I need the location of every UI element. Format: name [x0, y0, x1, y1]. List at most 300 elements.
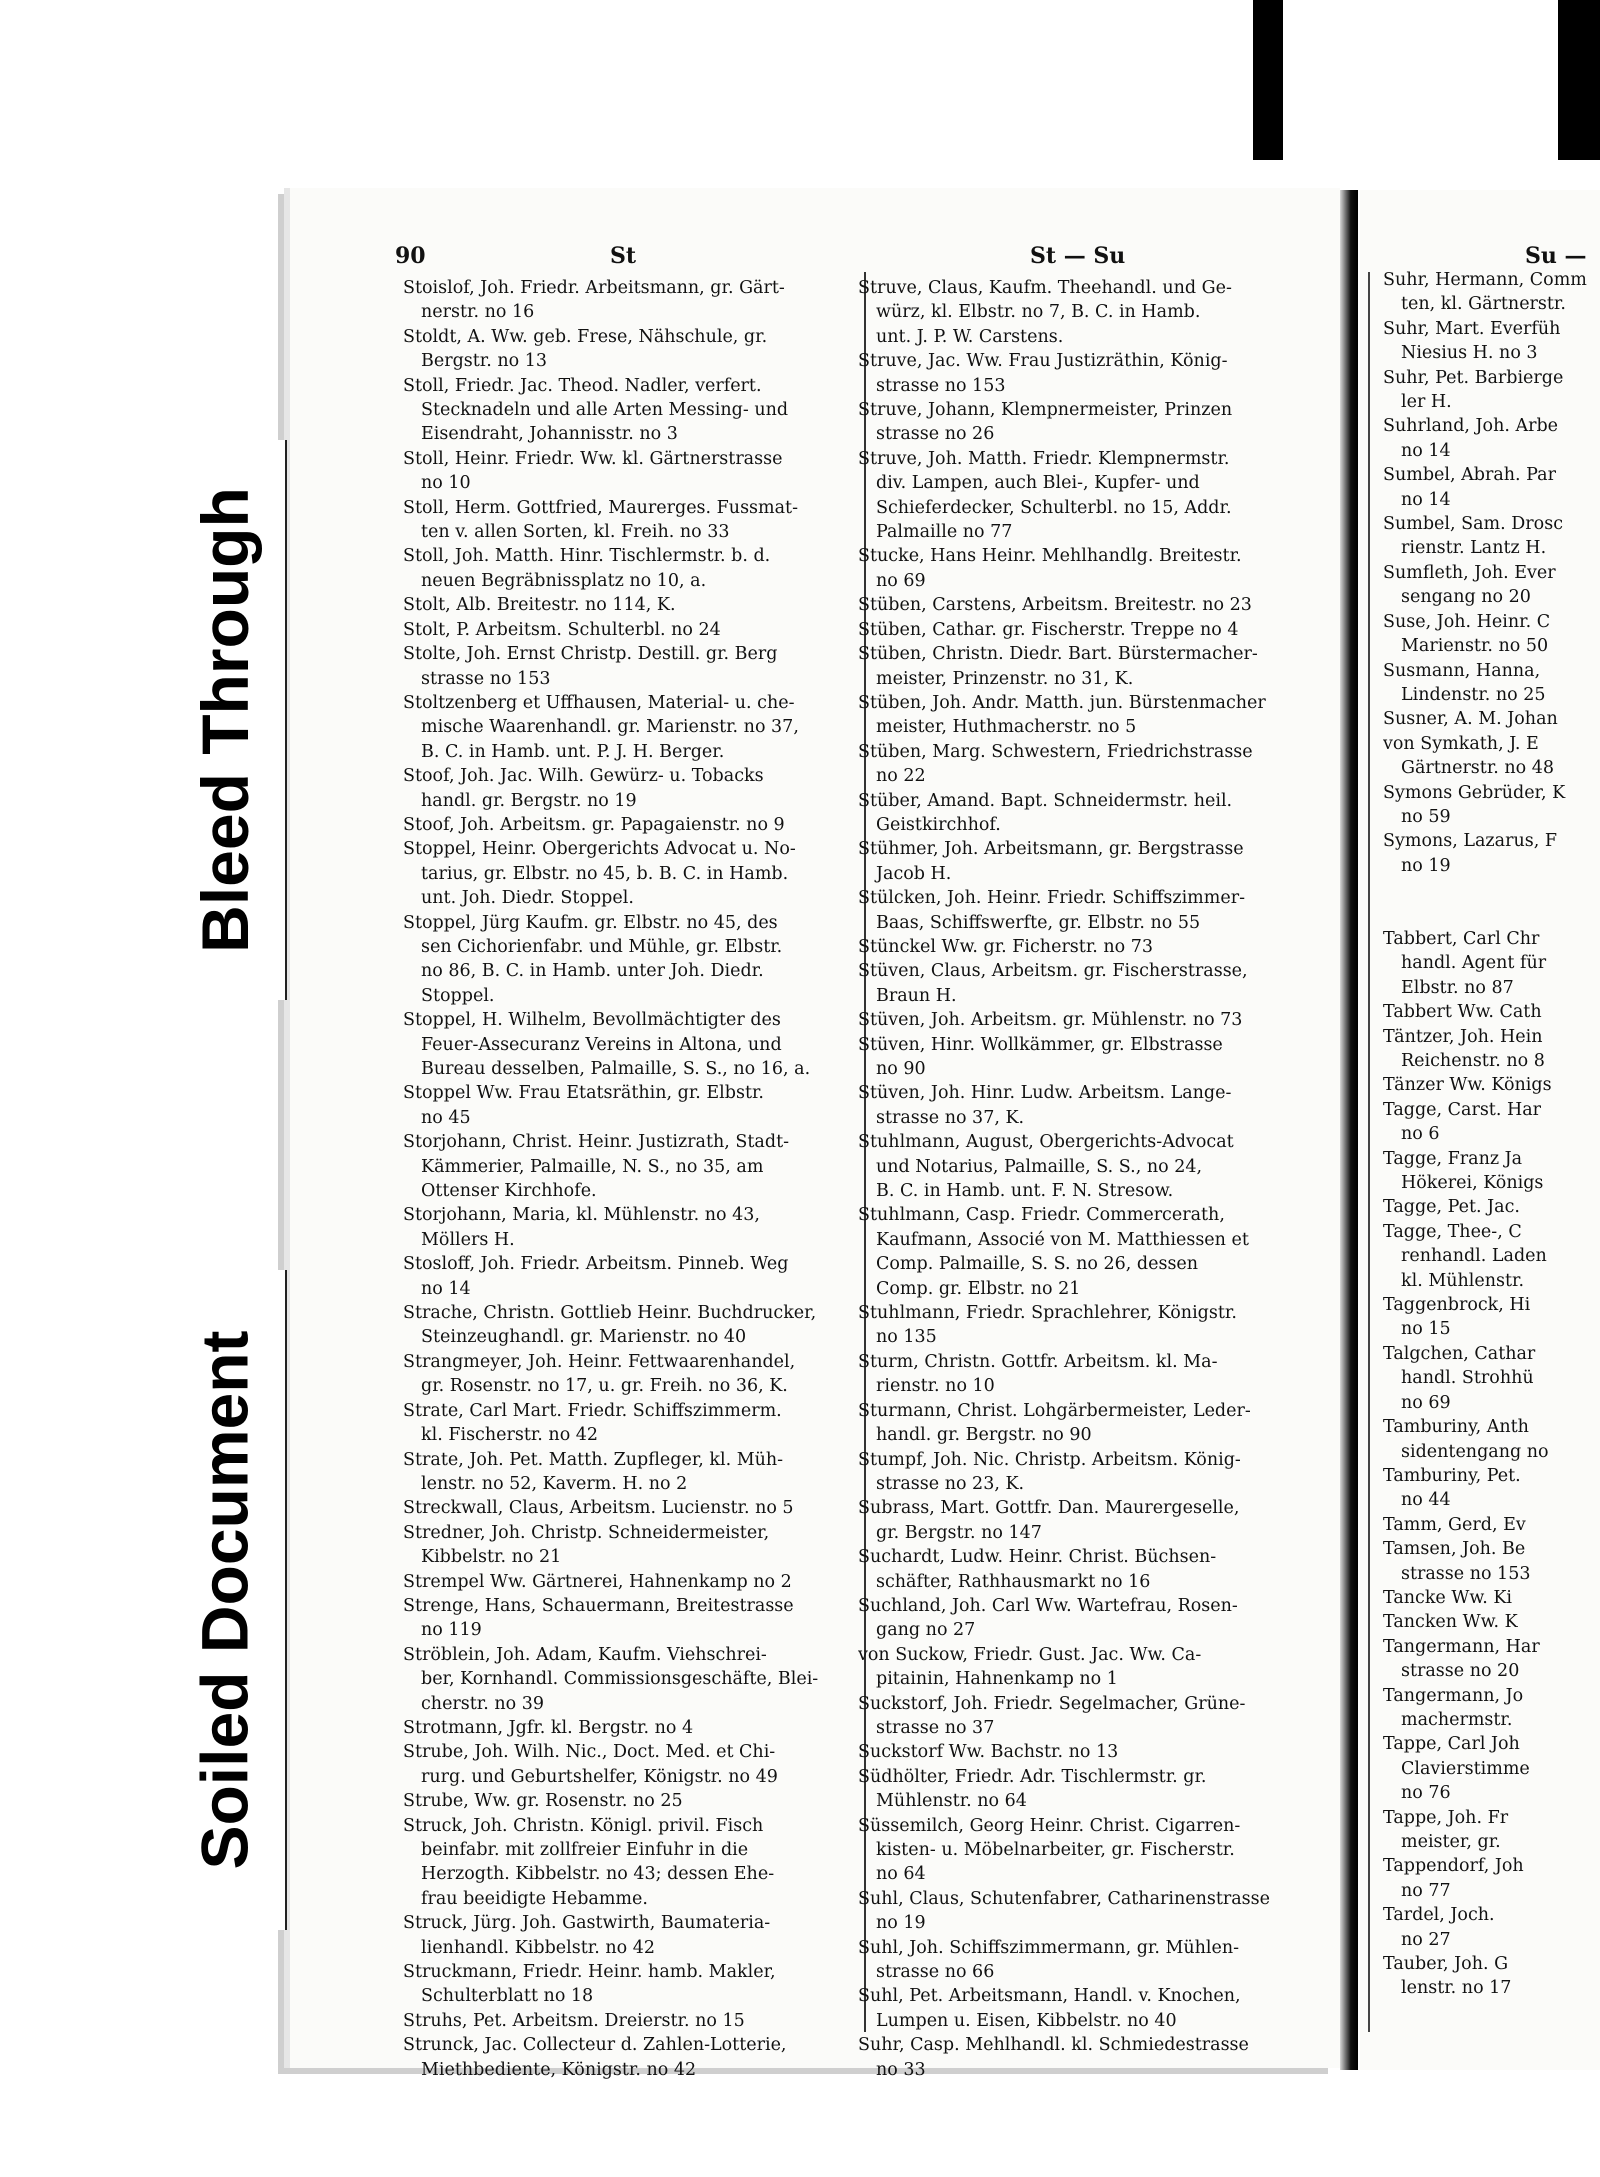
directory-entry: [858, 1448, 1318, 1497]
entry-continuation-line: Lindenstr. no 25: [1401, 684, 1546, 705]
entry-name-line: Taggenbrock, Hi: [1383, 1295, 1531, 1316]
entry-name-line: Stoppel Ww. Frau Etatsräthin, gr. Elbstr.: [403, 1083, 764, 1104]
entry-name-line: Streckwall, Claus, Arbeitsm. Lucienstr. no 5: [403, 1498, 794, 1519]
directory-entry: [403, 496, 858, 545]
directory-entry: [858, 349, 1318, 398]
soiled-document-label: Soiled Document: [188, 1330, 262, 1870]
entry-continuation-line: Kibbelstr. no 21: [421, 1547, 562, 1568]
directory-entry: [858, 447, 1318, 545]
directory-entry: [1383, 1147, 1600, 1196]
entry-name-line: Suckstorf, Joh. Friedr. Segelmacher, Grüne-: [858, 1693, 1246, 1714]
directory-entry: [1383, 1098, 1600, 1147]
entry-name-line: Symons, Lazarus, F: [1383, 831, 1557, 852]
directory-entry: [858, 618, 1318, 642]
running-head-right: Su —: [1525, 243, 1587, 269]
directory-entry: [858, 1814, 1318, 1887]
entry-continuation-line: strasse no 153: [1401, 1563, 1531, 1584]
directory-entry: [858, 691, 1318, 740]
entry-continuation-line: Kämmerier, Palmaille, N. S., no 35, am: [421, 1156, 764, 1177]
directory-entry: [403, 1570, 858, 1594]
entry-name-line: Susmann, Hanna,: [1383, 660, 1541, 681]
entry-continuation-line: handl. gr. Bergstr. no 90: [876, 1425, 1092, 1446]
entry-name-line: Ströblein, Joh. Adam, Kaufm. Viehschrei-: [403, 1644, 767, 1665]
entry-continuation-line: cherstr. no 39: [421, 1693, 545, 1714]
entry-name-line: Strotmann, Jgfr. kl. Bergstr. no 4: [403, 1717, 694, 1738]
directory-entry: [1383, 1293, 1600, 1342]
directory-entry: [403, 764, 858, 813]
directory-column-a: [403, 276, 858, 2082]
directory-entry: [403, 813, 858, 837]
entry-continuation-line: Feuer-Assecuranz Vereins in Altona, und: [421, 1034, 782, 1055]
directory-entry: [403, 1448, 858, 1497]
directory-entry: [1383, 1415, 1600, 1464]
entry-name-line: Struve, Jac. Ww. Frau Justizräthin, König-: [858, 351, 1228, 372]
entry-continuation-line: Eisendraht, Johannisstr. no 3: [421, 424, 678, 445]
entry-name-line: Stoof, Joh. Arbeitsm. gr. Papagaienstr. no 9: [403, 814, 785, 835]
directory-entry: [858, 1130, 1318, 1203]
entry-name-line: Tardel, Joch.: [1383, 1905, 1495, 1926]
entry-continuation-line: Miethbediente, Königstr. no 42: [421, 2059, 697, 2080]
entry-name-line: Stoldt, A. Ww. geb. Frese, Nähschule, gr.: [403, 326, 768, 347]
directory-entry: [1383, 878, 1600, 902]
entry-name-line: Stoof, Joh. Jac. Wilh. Gewürz- u. Tobacks: [403, 766, 764, 787]
entry-continuation-line: B. C. in Hamb. unt. F. N. Stresow.: [876, 1181, 1174, 1202]
directory-entry: [1383, 414, 1600, 463]
entry-name-line: Strube, Joh. Wilh. Nic., Doct. Med. et Chi-: [403, 1742, 776, 1763]
entry-continuation-line: rienstr. no 10: [876, 1376, 995, 1397]
directory-entry: [403, 1350, 858, 1399]
entry-name-line: Stüven, Joh. Arbeitsm. gr. Mühlenstr. no 73: [858, 1010, 1243, 1031]
entry-continuation-line: lenstr. no 17: [1401, 1978, 1512, 1999]
directory-entry: [1383, 463, 1600, 512]
entry-name-line: Suckstorf Ww. Bachstr. no 13: [858, 1742, 1119, 1763]
entry-continuation-line: no 27: [1401, 1929, 1451, 1950]
entry-name-line: Stuhlmann, August, Obergerichts-Advocat: [858, 1132, 1234, 1153]
entry-name-line: Stoltzenberg et Uffhausen, Material- u. che-: [403, 692, 795, 713]
entry-name-line: Suhr, Pet. Barbierge: [1383, 367, 1564, 388]
entry-continuation-line: pitainin, Hahnenkamp no 1: [876, 1669, 1118, 1690]
entry-continuation-line: nerstr. no 16: [421, 302, 535, 323]
entry-continuation-line: no 90: [876, 1059, 926, 1079]
entry-name-line: Suhrland, Joh. Arbe: [1383, 416, 1559, 437]
entry-name-line: Struve, Johann, Klempnermeister, Prinzen: [858, 400, 1233, 421]
entry-continuation-line: strasse no 37, K.: [876, 1107, 1025, 1128]
entry-name-line: Tappe, Carl Joh: [1383, 1734, 1520, 1755]
entry-name-line: Stolt, P. Arbeitsm. Schulterbl. no 24: [403, 619, 721, 640]
entry-name-line: Tancke Ww. Ki: [1383, 1587, 1513, 1608]
page-number: 90: [395, 243, 426, 269]
directory-entry: [858, 642, 1318, 691]
entry-continuation-line: ler H.: [1401, 392, 1452, 413]
entry-continuation-line: Reichenstr. no 8: [1401, 1051, 1545, 1071]
entry-continuation-line: kl. Mühlenstr.: [1401, 1270, 1525, 1291]
entry-name-line: Sumbel, Abrah. Par: [1383, 465, 1556, 486]
entry-name-line: Stüben, Cathar. gr. Fischerstr. Treppe no 4: [858, 619, 1239, 640]
entry-name-line: Strenge, Hans, Schauermann, Breitestrasse: [403, 1595, 794, 1616]
entry-name-line: Stoppel, Jürg Kaufm. gr. Elbstr. no 45, des: [403, 912, 778, 933]
entry-continuation-line: Steinzeughandl. gr. Marienstr. no 40: [421, 1327, 747, 1348]
directory-entry: [403, 1008, 858, 1081]
entry-name-line: Tamburiny, Anth: [1383, 1417, 1529, 1438]
directory-entry: [858, 740, 1318, 789]
entry-continuation-line: Elbstr. no 87: [1401, 977, 1514, 998]
entry-continuation-line: unt. J. P. W. Carstens.: [876, 326, 1064, 347]
entry-name-line: Struhs, Pet. Arbeitsm. Dreierstr. no 15: [403, 2010, 745, 2031]
directory-entry: [403, 642, 858, 691]
entry-name-line: Strube, Ww. gr. Rosenstr. no 25: [403, 1791, 683, 1812]
entry-continuation-line: Schieferdecker, Schulterbl. no 15, Addr.: [876, 497, 1232, 518]
directory-entry: [858, 1203, 1318, 1301]
entry-name-line: Talgchen, Cathar: [1383, 1343, 1536, 1364]
entry-continuation-line: div. Lampen, auch Blei-, Kupfer- und: [876, 473, 1200, 494]
directory-entry: [1383, 610, 1600, 659]
entry-name-line: Stoll, Heinr. Friedr. Ww. kl. Gärtnerstrasse: [403, 448, 783, 469]
directory-entry: [1383, 1464, 1600, 1513]
book-gutter: [1340, 190, 1358, 2070]
entry-name-line: Stühmer, Joh. Arbeitsmann, gr. Bergstrasse: [858, 839, 1244, 860]
directory-entry: [1383, 903, 1600, 927]
entry-name-line: Strate, Joh. Pet. Matth. Zupfleger, kl. Müh-: [403, 1449, 784, 1470]
entry-name-line: Stüben, Joh. Andr. Matth. jun. Bürstenmacher: [858, 692, 1266, 713]
directory-entry: [1383, 317, 1600, 366]
directory-entry: [858, 1301, 1318, 1350]
entry-continuation-line: ber, Kornhandl. Commissionsgeschäfte, Blei-: [421, 1669, 819, 1690]
entry-name-line: Suchland, Joh. Carl Ww. Wartefrau, Rosen-: [858, 1595, 1238, 1616]
entry-name-line: Süssemilch, Georg Heinr. Christ. Cigarren-: [858, 1815, 1241, 1836]
entry-continuation-line: meister, Huthmacherstr. no 5: [876, 717, 1137, 738]
directory-entry: [403, 618, 858, 642]
entry-continuation-line: kl. Fischerstr. no 42: [421, 1425, 599, 1446]
entry-name-line: Storjohann, Maria, kl. Mühlenstr. no 43,: [403, 1205, 760, 1226]
directory-entry: [858, 1594, 1318, 1643]
entry-continuation-line: handl. Agent für: [1401, 953, 1547, 974]
directory-entry: [1383, 561, 1600, 610]
entry-continuation-line: Comp. Palmaille, S. S. no 26, dessen: [876, 1254, 1199, 1275]
entry-continuation-line: Möllers H.: [421, 1229, 515, 1250]
directory-entry: [403, 837, 858, 910]
entry-continuation-line: Gärtnerstr. no 48: [1401, 758, 1555, 779]
entry-continuation-line: no 86, B. C. in Hamb. unter Joh. Diedr.: [421, 961, 764, 982]
entry-name-line: Tabbert, Carl Chr: [1383, 928, 1540, 949]
entry-continuation-line: Stoppel.: [421, 985, 495, 1006]
entry-continuation-line: no 33: [876, 2059, 926, 2080]
directory-entry: [403, 1399, 858, 1448]
entry-name-line: Strache, Christn. Gottlieb Heinr. Buchdrucker,: [403, 1303, 817, 1324]
directory-entry: [1383, 1732, 1600, 1805]
directory-entry: [1383, 1025, 1600, 1074]
directory-entry: [858, 1936, 1318, 1985]
entry-name-line: Stüben, Marg. Schwestern, Friedrichstrasse: [858, 741, 1253, 762]
entry-continuation-line: no 10: [421, 473, 471, 494]
entry-name-line: Stuhlmann, Casp. Friedr. Commercerath,: [858, 1205, 1225, 1226]
entry-continuation-line: Comp. gr. Elbstr. no 21: [876, 1278, 1081, 1299]
directory-entry: [858, 959, 1318, 1008]
entry-name-line: Strate, Carl Mart. Friedr. Schiffszimmerm.: [403, 1400, 782, 1421]
entry-continuation-line: no 119: [421, 1620, 482, 1641]
directory-entry: [403, 593, 858, 617]
directory-entry: [858, 1496, 1318, 1545]
entry-continuation-line: würz, kl. Elbstr. no 7, B. C. in Hamb.: [876, 302, 1201, 323]
entry-continuation-line: Ottenser Kirchhofe.: [421, 1181, 597, 1202]
entry-continuation-line: no 76: [1401, 1783, 1451, 1804]
entry-continuation-line: Jacob H.: [876, 863, 952, 884]
entry-continuation-line: strasse no 153: [876, 375, 1006, 396]
entry-continuation-line: Herzogth. Kibbelstr. no 43; dessen Ehe-: [421, 1864, 775, 1885]
directory-entry: [858, 276, 1318, 349]
soiled-document-banner: [165, 1270, 287, 1930]
directory-entry: [1383, 1952, 1600, 2001]
entry-continuation-line: handl. Strohhü: [1401, 1368, 1534, 1389]
directory-entry: [403, 1814, 858, 1912]
directory-entry: [858, 1740, 1318, 1764]
entry-continuation-line: no 19: [1401, 855, 1451, 876]
bleed-through-label: Bleed Through: [188, 487, 262, 953]
entry-continuation-line: unt. Joh. Diedr. Stoppel.: [421, 888, 634, 909]
directory-entry: [858, 1545, 1318, 1594]
entry-name-line: Stumpf, Joh. Nic. Christp. Arbeitsm. König-: [858, 1449, 1241, 1470]
directory-entry: [1383, 366, 1600, 415]
entry-continuation-line: sen Cichorienfabr. und Mühle, gr. Elbstr.: [421, 936, 783, 957]
entry-name-line: Struve, Joh. Matth. Friedr. Klempnermstr.: [858, 448, 1230, 469]
directory-entry: [858, 1765, 1318, 1814]
entry-name-line: Stülcken, Joh. Heinr. Friedr. Schiffszimmer-: [858, 888, 1245, 909]
entry-name-line: Stüben, Christn. Diedr. Bart. Bürstermacher-: [858, 644, 1258, 665]
directory-entry: [403, 1594, 858, 1643]
entry-continuation-line: gr. Rosenstr. no 17, u. gr. Freih. no 36, K.: [421, 1376, 788, 1397]
entry-continuation-line: no 22: [876, 766, 926, 787]
directory-entry: [858, 544, 1318, 593]
entry-continuation-line: Schulterblatt no 18: [421, 1986, 594, 2007]
entry-name-line: Storjohann, Christ. Heinr. Justizrath, Stadt-: [403, 1132, 790, 1153]
entry-continuation-line: und Notarius, Palmaille, S. S., no 24,: [876, 1156, 1203, 1177]
entry-continuation-line: beinfabr. mit zollfreier Einfuhr in die: [421, 1840, 749, 1860]
entry-name-line: Stünckel Ww. gr. Ficherstr. no 73: [858, 936, 1154, 957]
entry-continuation-line: no 69: [1401, 1392, 1451, 1413]
directory-entry: [403, 1203, 858, 1252]
entry-continuation-line: tarius, gr. Elbstr. no 45, b. B. C. in Hamb.: [421, 863, 789, 884]
directory-entry: [403, 1643, 858, 1716]
entry-name-line: Suhl, Pet. Arbeitsmann, Handl. v. Knochen,: [858, 1986, 1241, 2007]
directory-entry: [1383, 268, 1600, 317]
entry-continuation-line: B. C. in Hamb. unt. P. J. H. Berger.: [421, 741, 725, 762]
directory-entry: [403, 2033, 858, 2082]
entry-name-line: Tangermann, Har: [1383, 1636, 1540, 1657]
directory-entry: [858, 935, 1318, 959]
entry-continuation-line: ten v. allen Sorten, kl. Freih. no 33: [421, 522, 730, 543]
directory-entry: [858, 1692, 1318, 1741]
entry-continuation-line: no 14: [1401, 440, 1451, 461]
entry-name-line: Tagge, Thee-, C: [1383, 1221, 1522, 1242]
entry-continuation-line: neuen Begräbnissplatz no 10, a.: [421, 570, 707, 591]
entry-name-line: Stoll, Friedr. Jac. Theod. Nadler, verfert.: [403, 375, 762, 396]
entry-continuation-line: Lumpen u. Eisen, Kibbelstr. no 40: [876, 2010, 1177, 2031]
directory-entry: [858, 1081, 1318, 1130]
entry-name-line: [1383, 878, 1600, 902]
directory-entry: [858, 1643, 1318, 1692]
entry-continuation-line: Bureau desselben, Palmaille, S. S., no 16, a.: [421, 1059, 811, 1079]
entry-continuation-line: no 69: [876, 570, 926, 591]
entry-continuation-line: meister, Prinzenstr. no 31, K.: [876, 668, 1134, 689]
directory-entry: [858, 398, 1318, 447]
entry-continuation-line: Bergstr. no 13: [421, 351, 548, 372]
directory-entry: [403, 1740, 858, 1789]
entry-name-line: Suhr, Mart. Everfüh: [1383, 318, 1561, 339]
entry-continuation-line: renhandl. Laden: [1401, 1246, 1547, 1267]
directory-entry: [1383, 829, 1600, 878]
entry-continuation-line: mische Waarenhandl. gr. Marienstr. no 37,: [421, 717, 799, 738]
entry-continuation-line: no 59: [1401, 806, 1451, 827]
directory-entry: [1383, 927, 1600, 1000]
directory-entry: [403, 1716, 858, 1740]
entry-continuation-line: strasse no 23, K.: [876, 1473, 1025, 1494]
directory-entry: [1383, 1635, 1600, 1684]
directory-entry: [858, 886, 1318, 935]
entry-name-line: Sumbel, Sam. Drosc: [1383, 514, 1563, 535]
entry-name-line: Stüven, Claus, Arbeitsm. gr. Fischerstrasse,: [858, 961, 1248, 982]
entry-continuation-line: no 44: [1401, 1490, 1451, 1511]
entry-name-line: Tagge, Franz Ja: [1383, 1148, 1523, 1169]
entry-continuation-line: schäfter, Rathhausmarkt no 16: [876, 1571, 1151, 1592]
running-head-left: St: [610, 243, 637, 269]
directory-entry: [403, 1496, 858, 1520]
entry-name-line: Subrass, Mart. Gottfr. Dan. Maurergeselle,: [858, 1498, 1240, 1519]
entry-name-line: Tabbert Ww. Cath: [1383, 1002, 1542, 1023]
directory-entry: [858, 1008, 1318, 1032]
directory-entry: [858, 837, 1318, 886]
entry-continuation-line: sengang no 20: [1401, 587, 1531, 608]
entry-name-line: von Symkath, J. E: [1383, 733, 1539, 754]
entry-name-line: Stucke, Hans Heinr. Mehlhandlg. Breitestr.: [858, 546, 1242, 567]
entry-continuation-line: no 14: [421, 1278, 471, 1299]
entry-continuation-line: gang no 27: [876, 1620, 976, 1641]
directory-entry: [403, 276, 858, 325]
directory-entry: [1383, 1220, 1600, 1293]
bleed-through-banner: [165, 440, 287, 1000]
entry-name-line: Tauber, Joh. G: [1383, 1954, 1509, 1975]
directory-entry: [1383, 1342, 1600, 1415]
entry-name-line: Tappe, Joh. Fr: [1383, 1807, 1509, 1828]
entry-name-line: Struckmann, Friedr. Heinr. hamb. Makler,: [403, 1962, 776, 1983]
entry-continuation-line: kisten- u. Möbelnarbeiter, gr. Fischerstr.: [876, 1840, 1235, 1860]
directory-entry: [858, 2033, 1318, 2082]
entry-continuation-line: Clavierstimme: [1401, 1758, 1530, 1779]
entry-name-line: Symons Gebrüder, K: [1383, 782, 1566, 803]
entry-continuation-line: no 6: [1401, 1124, 1440, 1145]
directory-entry: [403, 911, 858, 1009]
entry-continuation-line: no 15: [1401, 1319, 1451, 1340]
entry-continuation-line: lenstr. no 52, Kaverm. H. no 2: [421, 1473, 688, 1494]
entry-continuation-line: Mühlenstr. no 64: [876, 1791, 1027, 1812]
directory-entry: [858, 593, 1318, 617]
entry-name-line: Tagge, Pet. Jac.: [1383, 1197, 1520, 1218]
entry-continuation-line: rienstr. Lantz H.: [1401, 538, 1547, 559]
entry-name-line: Strangmeyer, Joh. Heinr. Fettwaarenhandel,: [403, 1351, 796, 1372]
top-black-tab: [1253, 0, 1283, 160]
entry-continuation-line: ten, kl. Gärtnerstr.: [1401, 294, 1566, 315]
directory-entry: [403, 1960, 858, 2009]
entry-continuation-line: Marienstr. no 50: [1401, 636, 1549, 657]
directory-entry: [1383, 512, 1600, 561]
entry-name-line: Stolte, Joh. Ernst Christp. Destill. gr. Berg: [403, 644, 778, 665]
entry-continuation-line: Palmaille no 77: [876, 522, 1013, 543]
entry-name-line: von Suckow, Friedr. Gust. Jac. Ww. Ca-: [858, 1644, 1202, 1665]
directory-entry: [1383, 659, 1600, 708]
directory-entry: [403, 1130, 858, 1203]
entry-name-line: Struve, Claus, Kaufm. Theehandl. und Ge-: [858, 278, 1232, 298]
entry-name-line: Stüber, Amand. Bapt. Schneidermstr. heil.: [858, 790, 1233, 811]
entry-continuation-line: gr. Bergstr. no 147: [876, 1522, 1042, 1543]
entry-continuation-line: strasse no 20: [1401, 1661, 1520, 1682]
directory-entry: [1383, 1854, 1600, 1903]
directory-entry: [1383, 1684, 1600, 1733]
entry-continuation-line: no 45: [421, 1107, 471, 1128]
running-head-center: St — Su: [1030, 243, 1126, 269]
entry-name-line: Strunck, Jac. Collecteur d. Zahlen-Lotterie,: [403, 2035, 787, 2056]
entry-name-line: Stoll, Herm. Gottfried, Maurerges. Fussmat-: [403, 497, 799, 518]
directory-entry: [403, 691, 858, 764]
entry-name-line: Stuhlmann, Friedr. Sprachlehrer, Königstr.: [858, 1303, 1237, 1324]
directory-entry: [403, 1252, 858, 1301]
entry-name-line: Tamsen, Joh. Be: [1383, 1539, 1526, 1560]
entry-name-line: Stüben, Carstens, Arbeitsm. Breitestr. no 23: [858, 595, 1252, 616]
directory-column-b: [858, 276, 1318, 2082]
entry-name-line: Stüven, Hinr. Wollkämmer, gr. Elbstrasse: [858, 1034, 1223, 1055]
entry-name-line: Sumfleth, Joh. Ever: [1383, 562, 1556, 583]
entry-name-line: Tamm, Gerd, Ev: [1383, 1514, 1526, 1535]
entry-name-line: Stoislof, Joh. Friedr. Arbeitsmann, gr. Gärt-: [403, 278, 785, 298]
directory-entry: [1383, 1610, 1600, 1634]
entry-continuation-line: strasse no 26: [876, 424, 995, 445]
entry-continuation-line: frau beeidigte Hebamme.: [421, 1888, 648, 1909]
directory-entry: [1383, 1513, 1600, 1537]
directory-entry: [858, 1350, 1318, 1399]
directory-entry: [403, 1789, 858, 1813]
entry-name-line: Suhl, Claus, Schutenfabrer, Catharinenstrasse: [858, 1888, 1270, 1909]
entry-continuation-line: Baas, Schiffswerfte, gr. Elbstr. no 55: [876, 912, 1201, 933]
entry-continuation-line: no 14: [1401, 489, 1451, 510]
entry-name-line: Sturmann, Christ. Lohgärbermeister, Leder-: [858, 1400, 1251, 1421]
entry-continuation-line: no 19: [876, 1913, 926, 1934]
entry-continuation-line: strasse no 37: [876, 1717, 995, 1738]
entry-name-line: Tagge, Carst. Har: [1383, 1099, 1542, 1120]
entry-continuation-line: Braun H.: [876, 985, 957, 1006]
entry-name-line: [1383, 903, 1600, 927]
entry-continuation-line: rurg. und Geburtshelfer, Königstr. no 49: [421, 1766, 778, 1787]
entry-name-line: Tangermann, Jo: [1383, 1685, 1524, 1706]
directory-entry: [1383, 781, 1600, 830]
directory-entry: [858, 1033, 1318, 1082]
entry-name-line: Stosloff, Joh. Friedr. Arbeitsm. Pinneb. Weg: [403, 1254, 789, 1275]
directory-entry: [1383, 1000, 1600, 1024]
entry-continuation-line: no 64: [876, 1864, 926, 1885]
directory-entry: [403, 544, 858, 593]
entry-name-line: Tappendorf, Joh: [1383, 1856, 1524, 1877]
directory-entry: [1383, 1073, 1600, 1097]
entry-continuation-line: meister, gr.: [1401, 1832, 1501, 1852]
entry-continuation-line: Geistkirchhof.: [876, 814, 1001, 835]
directory-entry: [858, 1887, 1318, 1936]
entry-name-line: Tancken Ww. K: [1383, 1612, 1518, 1633]
right-page-rule: [1368, 272, 1370, 2032]
directory-entry: [403, 374, 858, 447]
entry-continuation-line: sidentengang no: [1401, 1441, 1549, 1462]
entry-name-line: Stoppel, Heinr. Obergerichts Advocat u. No-: [403, 839, 796, 860]
entry-continuation-line: handl. gr. Bergstr. no 19: [421, 790, 637, 811]
right-black-tab: [1558, 0, 1600, 160]
entry-name-line: Suhr, Hermann, Comm: [1383, 270, 1587, 290]
entry-continuation-line: strasse no 66: [876, 1962, 995, 1983]
entry-continuation-line: machermstr.: [1401, 1709, 1513, 1730]
